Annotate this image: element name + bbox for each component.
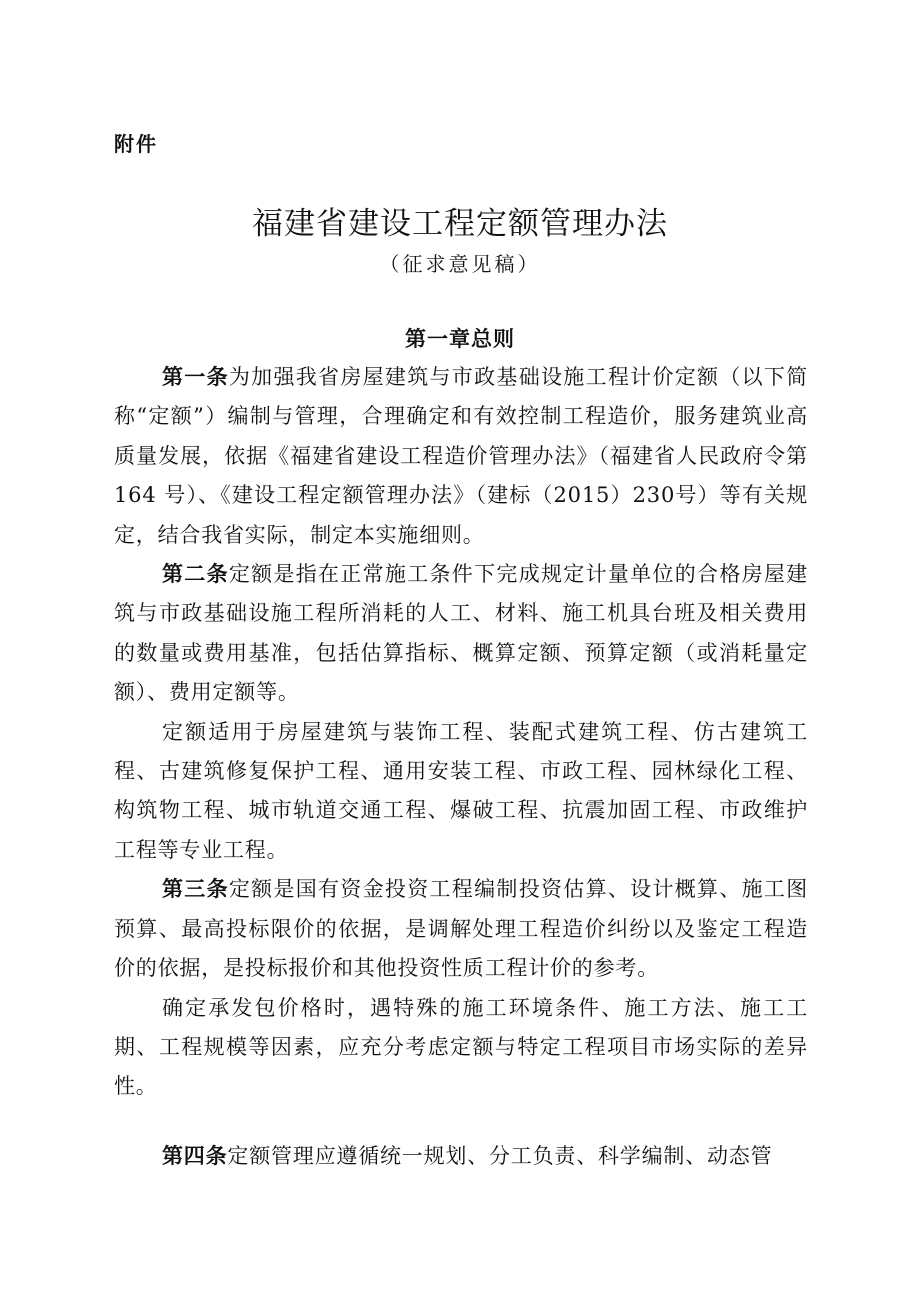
article-number: 第二条: [162, 562, 229, 587]
article-number: 第三条: [162, 877, 229, 902]
document-title: 福建省建设工程定额管理办法: [252, 206, 668, 242]
document-subtitle: （征求意见稿）: [379, 252, 541, 276]
body-text-continued: [114, 1137, 808, 1176]
article-paragraph: [114, 870, 808, 988]
article-paragraph: [114, 713, 808, 871]
article-number: 第一条: [162, 365, 229, 389]
article-number: 第四条: [162, 1144, 228, 1168]
article-text: 确定承发包价格时，遇特殊的施工环境条件、施工方法、施工工期、工程规模等因素，应充分考虑定额与特定工程项目市场实际的差异性。: [114, 995, 808, 1099]
article-text: 定额管理应遵循统一规划、分工负责、科学编制、动态管: [227, 1144, 773, 1168]
chapter-heading: 第一章总则: [405, 327, 515, 351]
body-text: [114, 358, 808, 1107]
attachment-label: 附件: [114, 132, 158, 156]
article-text: 定额适用于房屋建筑与装饰工程、装配式建筑工程、仿古建筑工程、古建筑修复保护工程、通用安装工程、市政工程、园林绿化工程、构筑物工程、城市轨道交通工程、爆破工程、抗震加固工程、市政维护工程等专业工程。: [114, 719, 808, 862]
article-text: 定额是国有资金投资工程编制投资估算、设计概算、施工图预算、最高投标限价的依据，是调解处理工程造价纠纷以及鉴定工程造价的依据，是投标报价和其他投资性质工程计价的参考。: [114, 877, 808, 981]
article-paragraph: [114, 1137, 808, 1176]
article-text: 为加强我省房屋建筑与市政基础设施工程计价定额（以下简称“定额”）编制与管理，合理确定和有效控制工程造价，服务建筑业高质量发展，依据《福建省建设工程造价管理办法》（福建省人民政府令第 164 号）、《建设工程定额管理办法》（建标（2015）230号）等有关规定，结合我省实际，制定本实施细则。: [114, 365, 808, 547]
article-text: 定额是指在正常施工条件下完成规定计量单位的合格房屋建筑与市政基础设施工程所消耗的人工、材料、施工机具台班及相关费用的数量或费用基准，包括估算指标、概算定额、预算定额（或消耗量定额）、费用定额等。: [114, 562, 808, 705]
article-paragraph: [114, 989, 808, 1107]
article-paragraph: [114, 358, 808, 555]
article-paragraph: [114, 555, 808, 713]
